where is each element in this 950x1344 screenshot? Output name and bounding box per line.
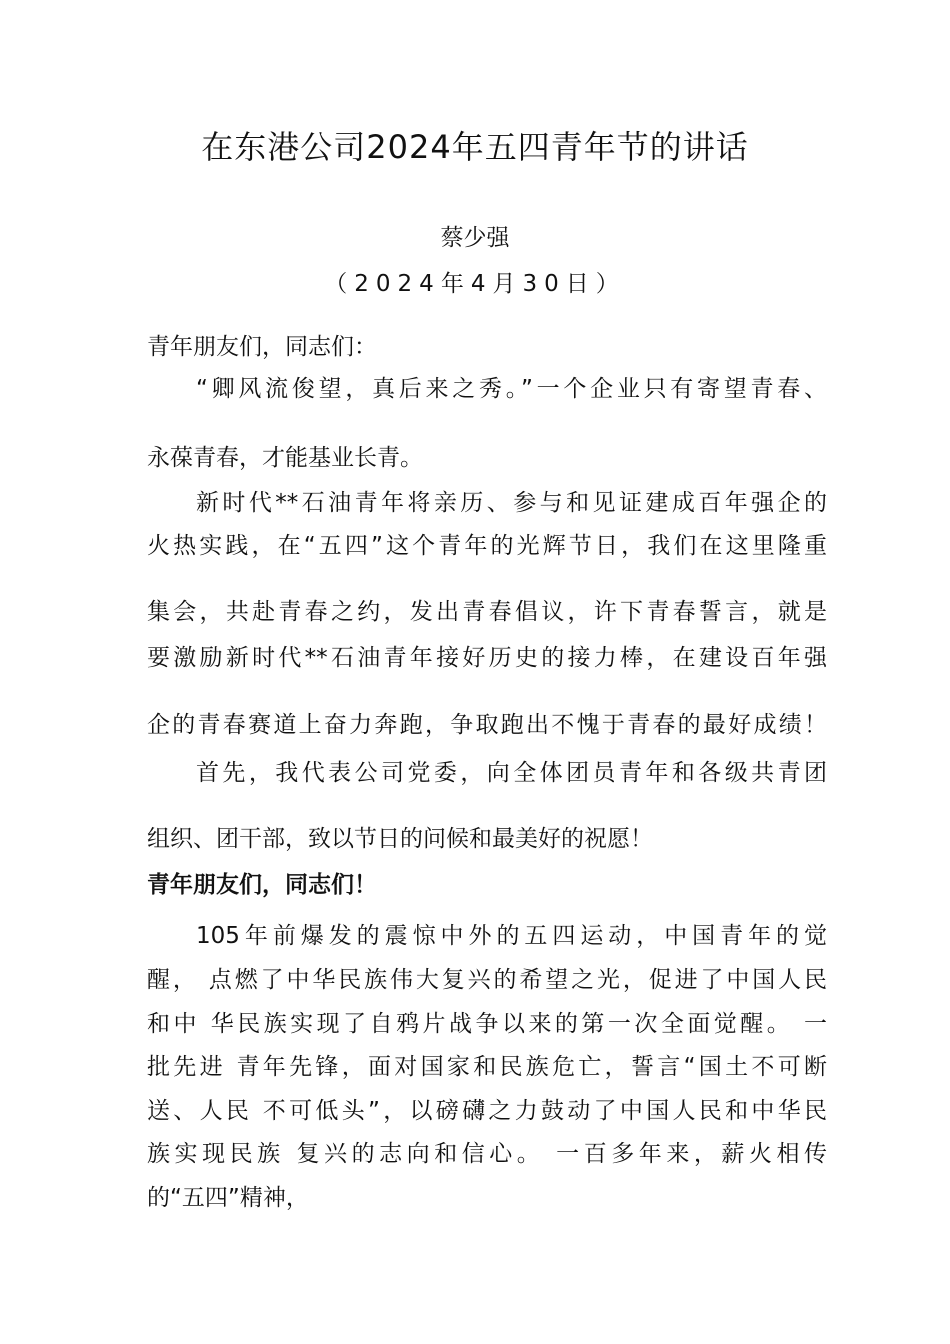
page-title: 在东港公司2024年五四青年节的讲话 xyxy=(201,128,749,166)
salutation: 青年朋友们，同志们： xyxy=(147,334,377,360)
paragraph-line: “卿风流俊望，真后来之秀。”一个企业只有寄望青春、 xyxy=(196,376,827,402)
paragraph-line: 永葆青春，才能基业长青。 xyxy=(147,445,423,471)
paragraph-line: 105年前爆发的震惊中外的五四运动，中国青年的觉 xyxy=(196,923,827,949)
paragraph-line: 集会，共赴青春之约，发出青春倡议，许下青春誓言，就是 xyxy=(147,599,827,625)
paragraph-line: 和中 华民族实现了自鸦片战争以来的第一次全面觉醒。 一 xyxy=(147,1011,827,1037)
paragraph-line: 组织、团干部，致以节日的问候和最美好的祝愿！ xyxy=(147,826,653,852)
author-name: 蔡少强 xyxy=(440,225,510,251)
paragraph-line: 醒， 点燃了中华民族伟大复兴的希望之光，促进了中国人民 xyxy=(147,967,827,993)
paragraph-line: 首先，我代表公司党委，向全体团员青年和各级共青团 xyxy=(196,760,827,786)
paragraph-line: 送、人民 不可低头”，以磅礴之力鼓动了中国人民和中华民 xyxy=(147,1098,827,1124)
paragraph-line: 批先进 青年先锋，面对国家和民族危亡，誓言“国土不可断 xyxy=(147,1054,827,1080)
paragraph-line: 的“五四”精神， xyxy=(147,1185,309,1211)
paragraph-line: 族实现民族 复兴的志向和信心。 一百多年来，薪火相传 xyxy=(147,1141,827,1167)
paragraph-line: 要激励新时代**石油青年接好历史的接力棒，在建设百年强 xyxy=(147,645,827,671)
paragraph-line: 企的青春赛道上奋力奔跑，争取跑出不愧于青春的最好成绩！ xyxy=(147,712,827,738)
salutation-bold: 青年朋友们，同志们！ xyxy=(147,872,377,898)
speech-date: （2024年4月30日） xyxy=(324,271,626,297)
paragraph-line: 新时代**石油青年将亲历、参与和见证建成百年强企的 xyxy=(196,490,827,516)
paragraph-line: 火热实践，在“五四”这个青年的光辉节日，我们在这里隆重 xyxy=(147,533,827,559)
